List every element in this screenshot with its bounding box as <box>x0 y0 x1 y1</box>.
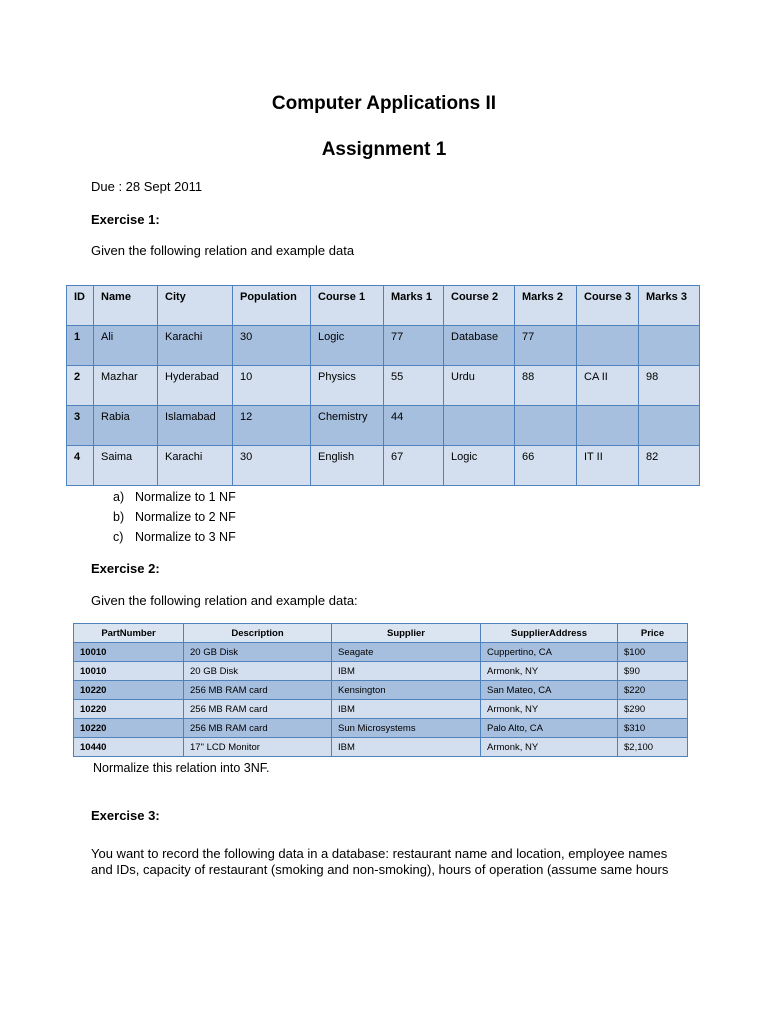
table-cell: 256 MB RAM card <box>184 681 332 700</box>
table-cell: Saima <box>94 446 158 486</box>
table-cell: Logic <box>444 446 515 486</box>
list-item <box>113 507 236 527</box>
table-cell: IT II <box>577 446 639 486</box>
table-cell: 10220 <box>74 700 184 719</box>
table-cell: 1 <box>67 326 94 366</box>
table-cell: IBM <box>332 700 481 719</box>
table-cell: Armonk, NY <box>481 738 618 757</box>
header-cell: Course 3 <box>577 286 639 326</box>
table-cell: 67 <box>384 446 444 486</box>
table-row <box>67 406 700 446</box>
table-cell: 55 <box>384 366 444 406</box>
table-cell: 12 <box>233 406 311 446</box>
table-cell: 256 MB RAM card <box>184 719 332 738</box>
table-row <box>74 681 688 700</box>
table-cell: Armonk, NY <box>481 700 618 719</box>
table-cell <box>577 406 639 446</box>
exercise2-intro: Given the following relation and example data: <box>91 593 358 608</box>
table-row <box>67 446 700 486</box>
table-row <box>67 326 700 366</box>
table-cell: Islamabad <box>158 406 233 446</box>
table-cell: Ali <box>94 326 158 366</box>
table-cell: 20 GB Disk <box>184 662 332 681</box>
table-cell: $2,100 <box>618 738 688 757</box>
table-cell: 10010 <box>74 662 184 681</box>
table-cell: 30 <box>233 326 311 366</box>
table-cell: 10220 <box>74 719 184 738</box>
table-row <box>74 662 688 681</box>
exercise3-line1: You want to record the following data in a database: restaurant name and location, employee names <box>91 846 668 861</box>
table-cell: English <box>311 446 384 486</box>
table-cell: 88 <box>515 366 577 406</box>
table-cell <box>639 326 700 366</box>
table-cell: $100 <box>618 643 688 662</box>
header-cell: Price <box>618 624 688 643</box>
table-cell: 77 <box>384 326 444 366</box>
header-cell: Marks 1 <box>384 286 444 326</box>
table-cell: Database <box>444 326 515 366</box>
table-cell: Physics <box>311 366 384 406</box>
table-cell: Cuppertino, CA <box>481 643 618 662</box>
header-cell: Course 1 <box>311 286 384 326</box>
exercise1-intro: Given the following relation and example data <box>91 243 355 258</box>
document-subtitle: Assignment 1 <box>321 139 447 160</box>
exercise1-table <box>66 285 700 486</box>
table-row <box>74 719 688 738</box>
exercise3-heading: Exercise 3: <box>91 808 160 823</box>
table-cell: 98 <box>639 366 700 406</box>
header-cell: SupplierAddress <box>481 624 618 643</box>
table-cell: Karachi <box>158 326 233 366</box>
header-cell: Population <box>233 286 311 326</box>
table-cell: 44 <box>384 406 444 446</box>
table-cell: Rabia <box>94 406 158 446</box>
table-row <box>74 700 688 719</box>
table-cell: 10220 <box>74 681 184 700</box>
exercise1-table-header <box>67 286 700 326</box>
header-cell: City <box>158 286 233 326</box>
table-cell: Urdu <box>444 366 515 406</box>
header-cell: Name <box>94 286 158 326</box>
due-date: Due : 28 Sept 2011 <box>91 179 203 194</box>
table-cell: Sun Microsystems <box>332 719 481 738</box>
table-cell <box>515 406 577 446</box>
table-cell <box>577 326 639 366</box>
exercise1-task-list <box>113 487 236 547</box>
table-cell: Palo Alto, CA <box>481 719 618 738</box>
list-item-text: Normalize to 2 NF <box>135 510 236 524</box>
exercise2-task: Normalize this relation into 3NF. <box>93 761 270 775</box>
header-cell: Supplier <box>332 624 481 643</box>
table-cell: 77 <box>515 326 577 366</box>
table-cell: Logic <box>311 326 384 366</box>
table-cell: Karachi <box>158 446 233 486</box>
table-cell: $220 <box>618 681 688 700</box>
exercise1-heading: Exercise 1: <box>91 212 160 227</box>
list-item <box>113 487 236 507</box>
exercise2-table <box>73 623 688 757</box>
list-item-text: Normalize to 3 NF <box>135 530 236 544</box>
list-item-label: a) <box>113 490 125 504</box>
table-cell: Chemistry <box>311 406 384 446</box>
table-cell <box>444 406 515 446</box>
table-cell: $290 <box>618 700 688 719</box>
table-cell <box>639 406 700 446</box>
table-cell: Armonk, NY <box>481 662 618 681</box>
header-cell: Marks 2 <box>515 286 577 326</box>
table-cell: 20 GB Disk <box>184 643 332 662</box>
table-cell: 256 MB RAM card <box>184 700 332 719</box>
table-cell: 10 <box>233 366 311 406</box>
table-cell: Hyderabad <box>158 366 233 406</box>
header-cell: Marks 3 <box>639 286 700 326</box>
header-cell: ID <box>67 286 94 326</box>
list-item-label: b) <box>113 510 125 524</box>
list-item-label: c) <box>113 530 124 544</box>
table-row <box>74 643 688 662</box>
table-cell: CA II <box>577 366 639 406</box>
table-cell: 4 <box>67 446 94 486</box>
table-cell: Seagate <box>332 643 481 662</box>
table-cell: Mazhar <box>94 366 158 406</box>
table-cell: 30 <box>233 446 311 486</box>
table-cell: $310 <box>618 719 688 738</box>
table-cell: 66 <box>515 446 577 486</box>
table-cell: IBM <box>332 738 481 757</box>
table-row <box>74 738 688 757</box>
exercise2-table-header <box>74 624 688 643</box>
table-cell: IBM <box>332 662 481 681</box>
table-cell: San Mateo, CA <box>481 681 618 700</box>
table-cell: 10010 <box>74 643 184 662</box>
exercise3-line2: and IDs, capacity of restaurant (smoking and non-smoking), hours of operation (assume same hours <box>91 862 669 877</box>
table-cell: 17" LCD Monitor <box>184 738 332 757</box>
header-cell: PartNumber <box>74 624 184 643</box>
table-row <box>67 366 700 406</box>
table-cell: 2 <box>67 366 94 406</box>
table-cell: 3 <box>67 406 94 446</box>
table-cell: Kensington <box>332 681 481 700</box>
list-item <box>113 527 236 547</box>
table-cell: 82 <box>639 446 700 486</box>
table-cell: $90 <box>618 662 688 681</box>
document-title: Computer Applications II <box>271 93 497 114</box>
exercise2-heading: Exercise 2: <box>91 561 160 576</box>
header-cell: Course 2 <box>444 286 515 326</box>
list-item-text: Normalize to 1 NF <box>135 490 236 504</box>
header-cell: Description <box>184 624 332 643</box>
table-cell: 10440 <box>74 738 184 757</box>
